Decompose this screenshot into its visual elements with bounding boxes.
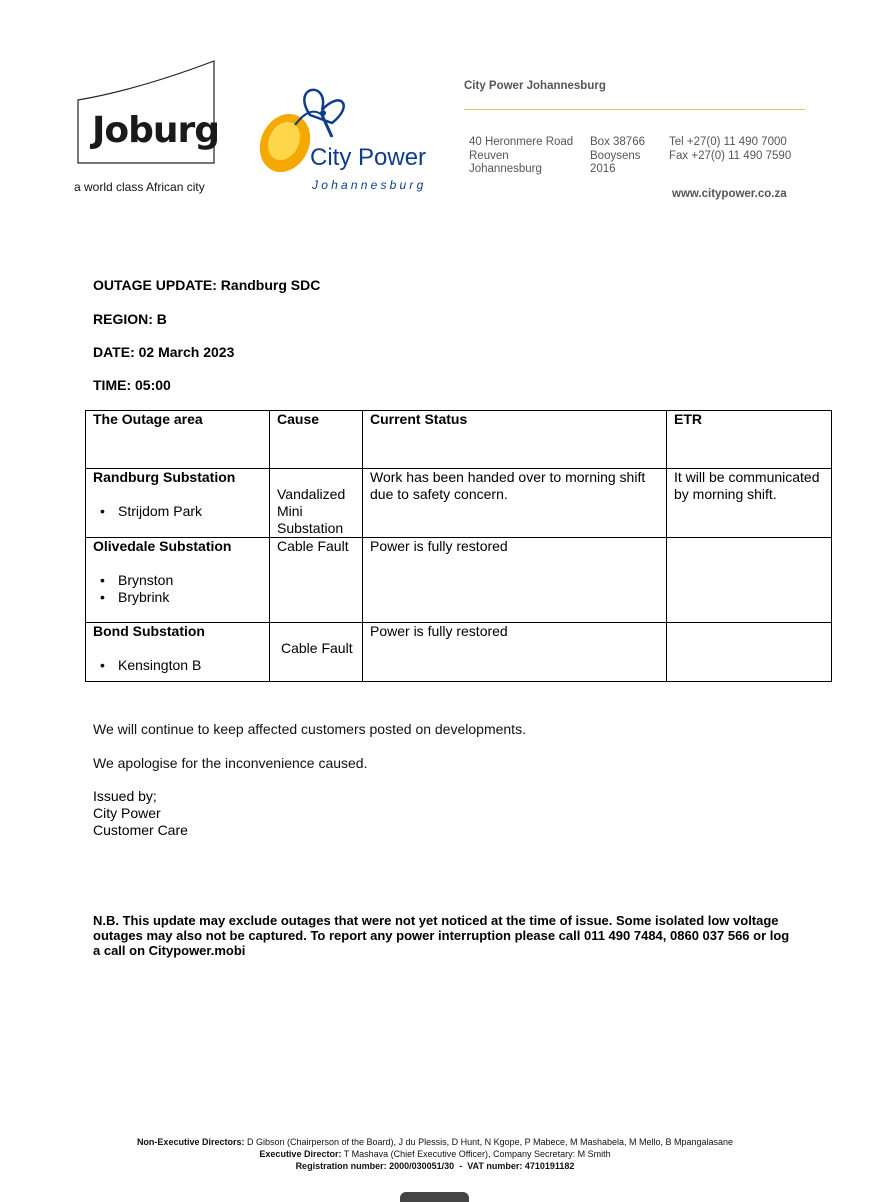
- table-row: [86, 538, 832, 623]
- outage-table: [85, 410, 832, 682]
- status-cell: Power is fully restored: [363, 538, 667, 623]
- outage-area-cell: [86, 469, 270, 538]
- header-cell: Current Status: [363, 411, 667, 469]
- outage-heading: OUTAGE UPDATE: Randburg SDC: [93, 277, 321, 293]
- address-line: 40 Heronmere Road: [469, 136, 574, 148]
- substation-name: Bond Substation: [93, 623, 205, 639]
- area-item: • Strijdom Park: [100, 503, 203, 519]
- outage-area-cell: [86, 538, 270, 623]
- reg-label: Registration number:: [295, 1161, 387, 1171]
- area-item: • Kensington B: [100, 657, 202, 673]
- footer-exec: [0, 1148, 870, 1160]
- table-row: [86, 623, 832, 682]
- cause-text: Cable Fault: [281, 640, 353, 656]
- header-cell: Cause: [270, 411, 363, 469]
- etr-cell: It will be communicated by morning shift.: [667, 469, 832, 538]
- citypower-name: City Power: [310, 144, 427, 171]
- footer-registration: Registration number: 2000/030051/30 - VAT number: 4710191182: [295, 1161, 575, 1171]
- etr-cell: [667, 623, 832, 682]
- continue-text: We will continue to keep affected customers posted on developments.: [93, 721, 526, 737]
- scroll-handle[interactable]: [400, 1192, 469, 1202]
- vat-label: VAT number:: [467, 1161, 523, 1171]
- letterhead-box: [590, 136, 645, 177]
- address-line: Johannesburg: [469, 163, 542, 175]
- cause-cell: [270, 469, 363, 538]
- nonexec-names: D Gibson (Chairperson of the Board), J du Plessis, D Hunt, N Kgope, P Mabece, M Mashabela, M Mello, B Mpangalasane: [246, 1137, 734, 1147]
- issued-block: [93, 788, 188, 839]
- vat-value: 4710191182: [524, 1161, 575, 1171]
- status-cell: Work has been handed over to morning shift due to safety concern.: [363, 469, 667, 538]
- phone-line: Tel +27(0) 11 490 7000: [669, 136, 787, 148]
- exec-names: T Mashava (Chief Executive Officer), Company Secretary: M Smith: [343, 1149, 611, 1159]
- substation-name: Randburg Substation: [93, 469, 236, 485]
- header-cell: The Outage area: [86, 411, 270, 469]
- box-line: Box 38766: [590, 136, 645, 148]
- header-cell: ETR: [667, 411, 832, 469]
- issuer-department: Customer Care: [93, 822, 188, 838]
- region-heading: REGION: B: [93, 311, 167, 327]
- letterhead-address: [469, 136, 573, 177]
- letterhead-title: City Power Johannesburg: [464, 80, 606, 92]
- apology-text: We apologise for the inconvenience caused.: [93, 755, 368, 771]
- issuer-name: City Power: [93, 805, 161, 821]
- website-link[interactable]: www.citypower.co.za: [672, 188, 787, 200]
- cause-text: Vandalized Mini Substation: [277, 486, 346, 536]
- area-item: • Brynston: [100, 572, 174, 588]
- table-row: [86, 469, 832, 538]
- issued-by-label: Issued by;: [93, 788, 157, 804]
- nonexec-label: Non-Executive Directors:: [136, 1137, 245, 1147]
- area-item: • Brybrink: [100, 589, 170, 605]
- substation-name: Olivedale Substation: [93, 538, 232, 554]
- cause-cell: Cable Fault: [270, 538, 363, 623]
- citypower-subtitle: Johannesburg: [312, 178, 427, 192]
- letterhead-phone: [669, 136, 791, 163]
- nb-notice: N.B. This update may exclude outages that were not yet noticed at the time of issue. Some isolated low voltage outages may also not be captured. To report any power interruption please call 011 490 7484, 0860 037 566 or log a call on Citypower.mobi: [93, 913, 790, 958]
- status-cell: Power is fully restored: [363, 623, 667, 682]
- date-heading: DATE: 02 March 2023: [93, 344, 235, 360]
- area-name: Brybrink: [118, 589, 170, 605]
- joburg-tagline: a world class African city: [74, 180, 205, 194]
- box-line: 2016: [590, 163, 616, 175]
- table-header-row: [86, 411, 832, 469]
- box-line: Booysens: [590, 149, 641, 162]
- area-name: Kensington B: [118, 657, 202, 673]
- reg-value: 2000/030051/30: [389, 1161, 455, 1171]
- exec-label: Executive Director:: [259, 1149, 342, 1159]
- etr-cell: [667, 538, 832, 623]
- cause-cell: [270, 623, 363, 682]
- joburg-logo: Joburg: [92, 110, 220, 151]
- address-line: Reuven: [469, 149, 509, 162]
- letterhead-divider: [464, 109, 805, 110]
- area-name: Brynston: [118, 572, 174, 588]
- area-name: Strijdom Park: [118, 503, 203, 519]
- time-heading: TIME: 05:00: [93, 377, 171, 393]
- fax-line: Fax +27(0) 11 490 7590: [669, 149, 792, 162]
- outage-area-cell: [86, 623, 270, 682]
- footer-nonexec: [0, 1136, 870, 1148]
